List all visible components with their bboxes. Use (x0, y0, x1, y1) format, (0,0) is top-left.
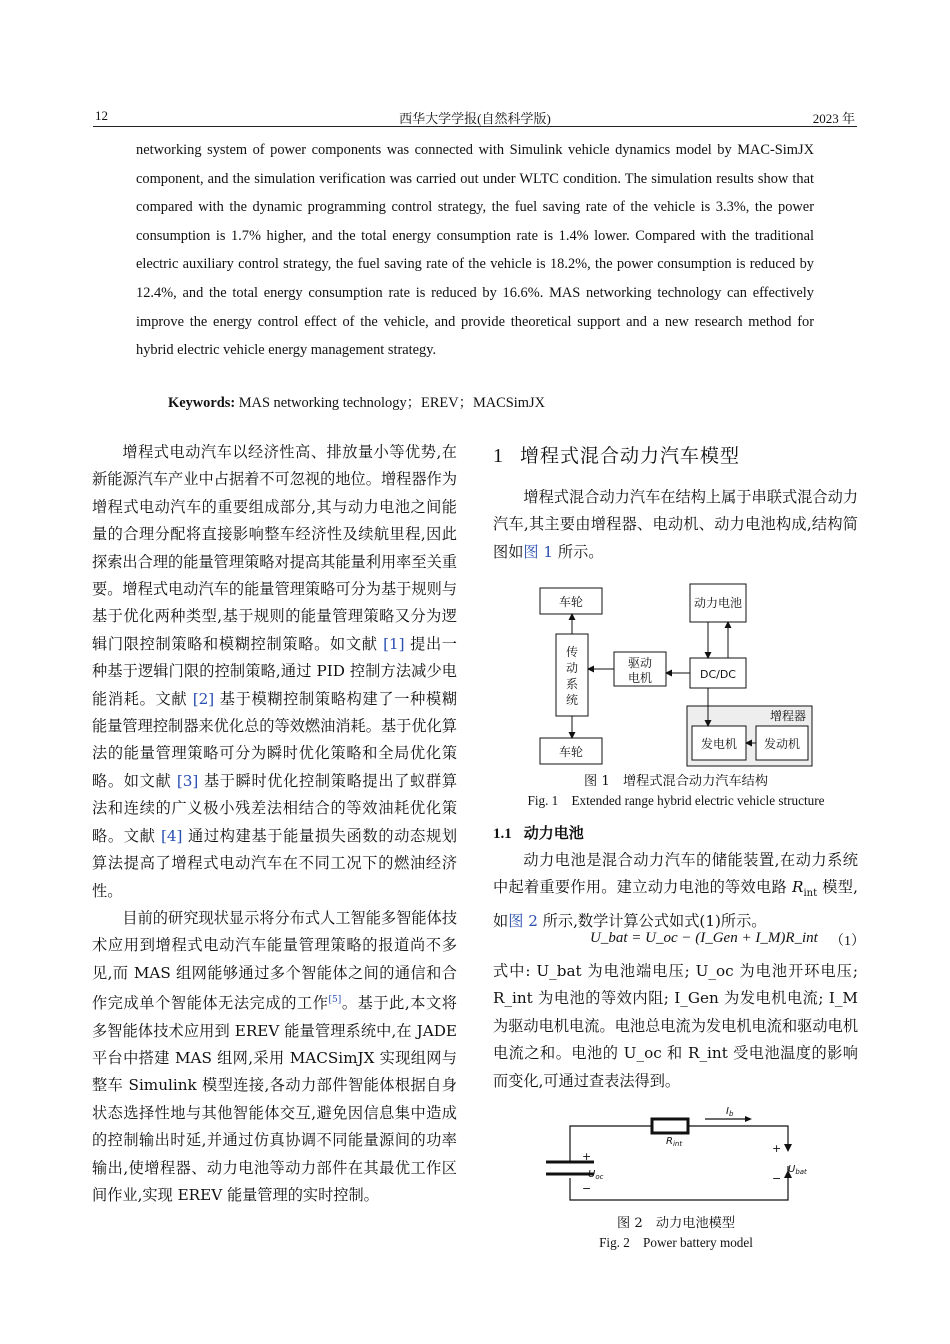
citation-2[interactable]: [2] (192, 689, 215, 708)
ubat-plus: + (772, 1142, 782, 1155)
journal-name: 西华大学学报(自然科学版) (399, 111, 551, 126)
fig2-reference[interactable]: 图 2 (508, 911, 538, 930)
intro-paragraph-2: 目前的研究现状显示将分布式人工智能多智能体技术应用到增程式电动汽车能量管理策略的报道尚不多见,而 MAS 组网能够通过多个智能体之间的通信和合作完成单个智能体无法完成的工作[5]。基于此,本文将多智能体技术应用到 EREV 能量管理系统中,在 JADE 平台中搭建 MAS 组网,采用 MACSimJX 实现组网与整车 Simulink 模型连接,各动力部件智能体根据自身状态选择性地与其他智能体交互,避免因信息集中造成的控制输出时延,并通过仿真协调不同能量源间的功率输出,使增程器、动力电池等动力部件在其最优工作区间作业,实现 EREV 能量管理的实时控制。 (92, 908, 457, 1205)
trans-label-1: 传 (565, 645, 579, 659)
intro-paragraph-1: 增程式电动汽车以经济性高、排放量小等优势,在新能源汽车产业中占据着不可忽视的地位。增程器作为增程式电动汽车的重要组成部分,其与动力电池之间能量的合理分配将直接影响整车经济性及续航里程,因此探索出合理的能量管理策略对提高其能量利用率至关重要。增程式电动汽车的能量管理策略可分为基于规则与基于优化两种类型,基于规则的能量管理策略又分为逻辑门限控制策略和模糊控制策略。如文献 [1] 提出一种基于逻辑门限的控制策略,通过 PID 控制方法减少电能消耗。文献 [2] 基于模糊控制策略构建了一种模糊能量管理控制器来优化总的等效燃油消耗。基于优化算法的能量管理策略可分为瞬时优化策略和全局优化策略。如文献 [3] 基于瞬时优化控制策略提出了蚁群算法和连续的广义极小残差法相结合的等效油耗优化策略。文献 [4] 通过构建基于能量损失函数的动态规划算法提高了增程式电动汽车在不同工况下的燃油经济性。 (92, 443, 458, 900)
equation-explanation: 式中: U_bat 为电池端电压; U_oc 为电池开环电压; R_int 为电池的等效内阻; I_Gen 为发电机电流; I_M 为驱动电机电流。电池总电流为发电机电流和驱动电机电流之和。电池的 U_oc 和 R_int 受电池温度的影响而变化,可通过查表法得到。 (493, 962, 858, 1090)
keywords-label: Keywords: (168, 395, 236, 411)
section-heading: 1 增程式混合动力汽车模型 (493, 445, 741, 467)
motor-label-2: 电机 (627, 671, 653, 685)
figure-1-caption-en: Fig. 1 Extended range hybrid electric vehicle structure (527, 793, 825, 808)
range-extender-label: 增程器 (769, 709, 807, 723)
trans-label-2: 动 (565, 661, 579, 675)
motor-label-1: 驱动 (627, 656, 653, 670)
abstract-text: networking system of power components was connected with Simulink vehicle dynamics model by MAC-SimJX component, and the simulation verification was carried out under WLTC condition. The simulation results show that compared with the dynamic programming control strategy, the fuel saving rate of the vehicle is 3.3%, the power consumption is 1.7% higher, and the total energy consumption rate is 1.4% lower. Compared with the traditional electric auxiliary control strategy, the fuel saving rate of the vehicle is 18.2%, the power consumption is reduced by 12.4%, and the total energy consumption rate is reduced by 16.6%. MAS networking technology can effectively improve the energy control effect of the vehicle, and provide theoretical support and a new research method for hybrid electric vehicle energy management strategy. (136, 142, 814, 359)
battery-label: 动力电池 (693, 596, 743, 610)
fig1-reference[interactable]: 图 1 (523, 542, 554, 561)
page-number: 12 (95, 108, 108, 123)
engine-label: 发动机 (763, 737, 801, 751)
generator-label: 发电机 (700, 737, 738, 751)
uoc-label: $U_{oc}$ (588, 1169, 604, 1181)
figure-2-caption-cn: 图 2 动力电池模型 (616, 1216, 736, 1231)
wheel-bottom-label: 车轮 (558, 745, 584, 759)
figure-2-caption-en: Fig. 2 Power battery model (599, 1235, 753, 1250)
dcdc-label: DC/DC (699, 668, 737, 681)
subsection-heading: 1.1 动力电池 (493, 824, 584, 842)
citation-1[interactable]: [1] (383, 634, 405, 653)
equation-number: （1） (830, 934, 865, 949)
figure-1-caption-cn: 图 1 增程式混合动力汽车结构 (583, 774, 769, 789)
citation-5[interactable]: [5] (328, 995, 342, 1006)
section-paragraph: 增程式混合动力汽车在结构上属于串联式混合动力汽车,其主要由增程器、电动机、动力电池构成,结构简图如图 1 所示。 (493, 488, 858, 561)
battery-paragraph: 动力电池是混合动力汽车的储能装置,在动力系统中起着重要作用。建立动力电池的等效电路 $R_{int}$ 模型,如图 2 所示,数学计算公式如式(1)所示。 (493, 851, 858, 930)
citation-4[interactable]: [4] (160, 826, 183, 845)
citation-3[interactable]: [3] (176, 771, 199, 790)
figure-2-circuit (540, 1100, 820, 1210)
ubat-label: $U_{bat}$ (788, 1164, 807, 1176)
trans-label-4: 统 (565, 693, 579, 707)
current-label: $I_b$ (726, 1106, 734, 1118)
equation-1: U_bat = U_oc − (I_Gen + I_M)R_int (590, 930, 818, 946)
running-header (93, 106, 857, 127)
keywords (168, 391, 545, 412)
uoc-minus: − (582, 1182, 592, 1195)
keywords-value: MAS networking technology；EREV；MACSimJX (238, 395, 545, 411)
trans-label-3: 系 (565, 677, 579, 691)
ubat-minus: − (772, 1172, 782, 1185)
left-column (92, 439, 457, 1209)
resistor-label: $R_{int}$ (666, 1136, 683, 1148)
uoc-plus: + (582, 1150, 592, 1163)
figure-1-diagram (530, 578, 830, 768)
year: 2023 年 (812, 111, 855, 126)
wheel-top-label: 车轮 (558, 595, 584, 609)
